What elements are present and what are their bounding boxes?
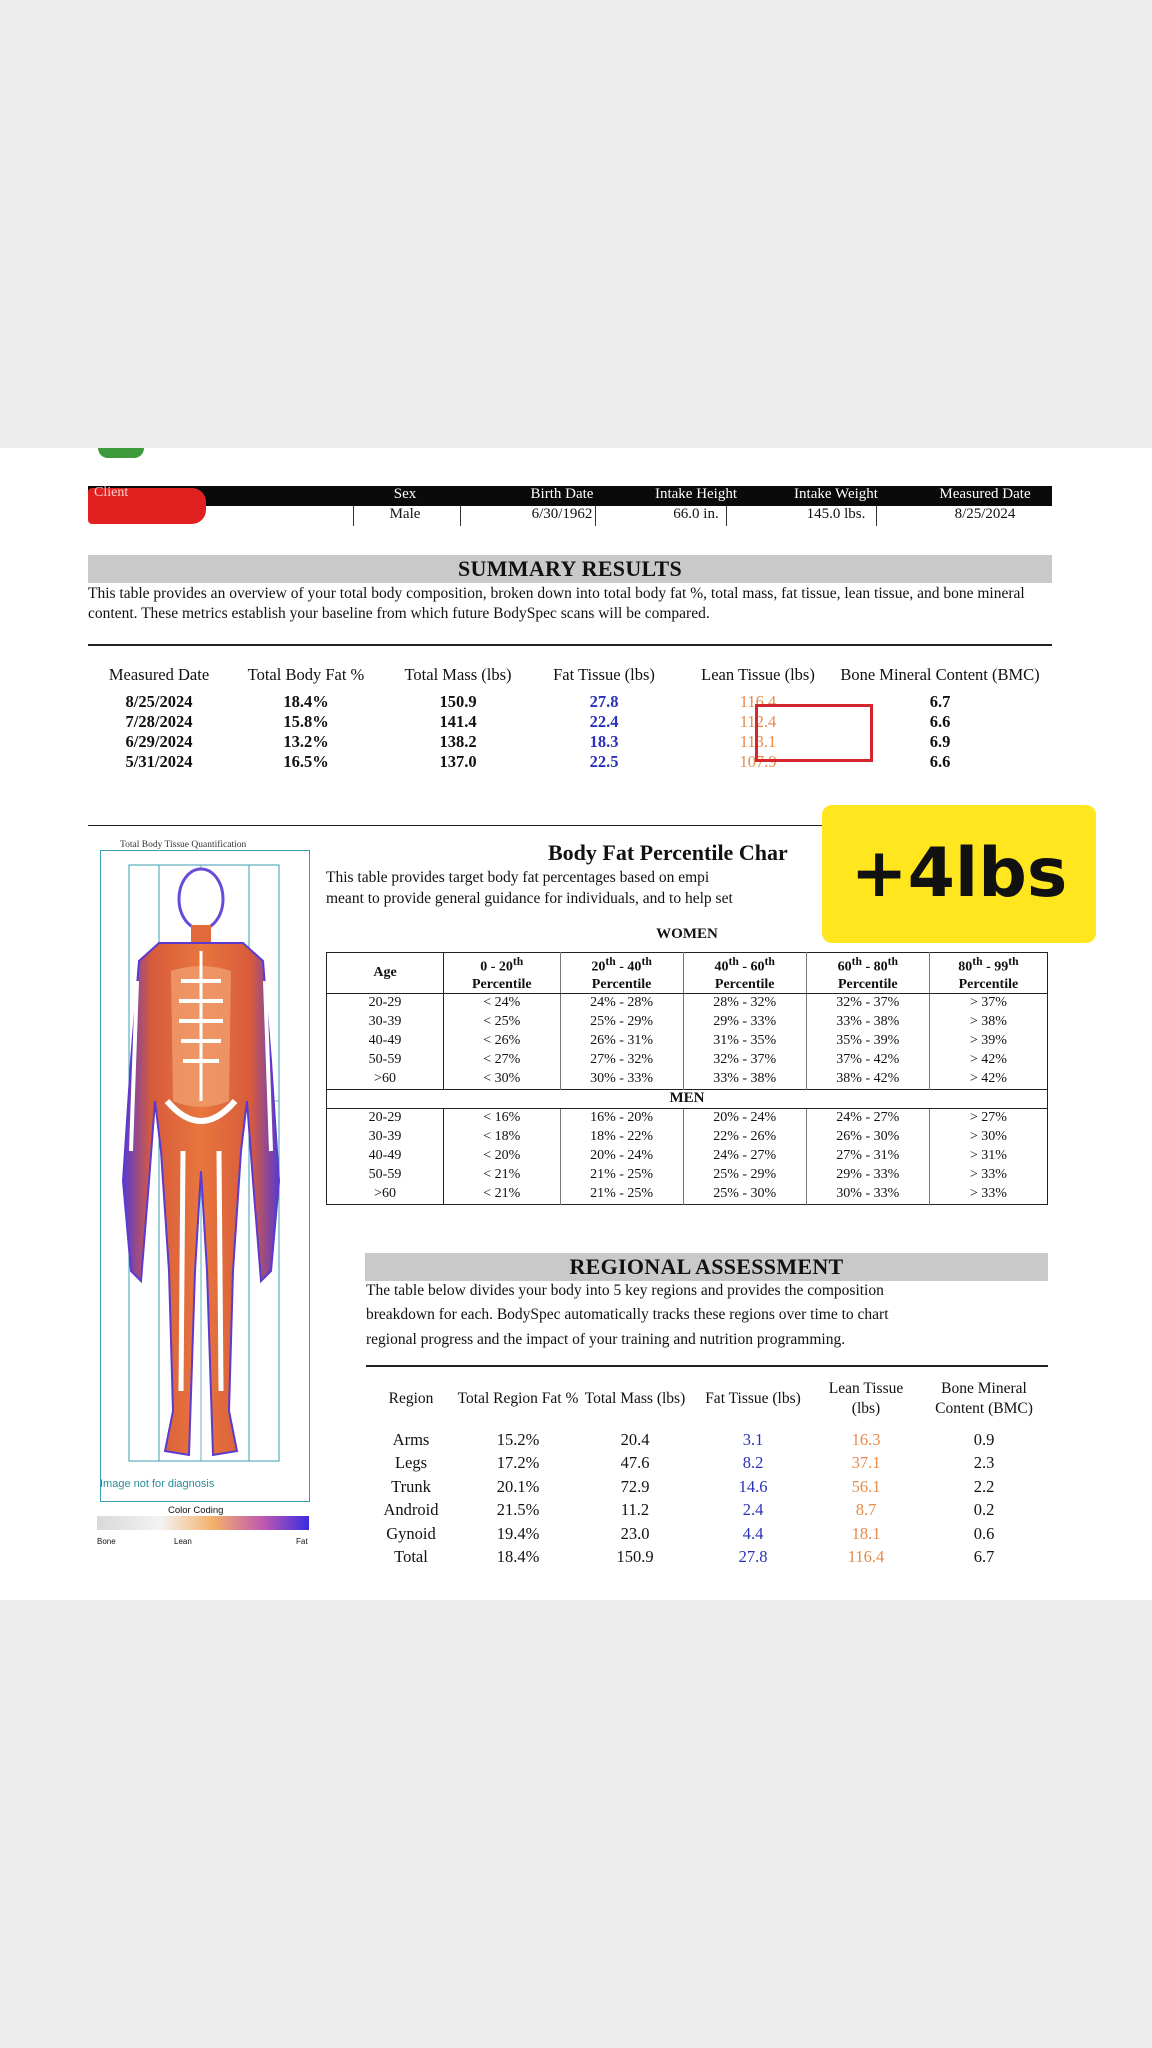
percentile-range-end: - 99 — [982, 959, 1009, 975]
highlight-box — [755, 704, 873, 762]
percentile-suffix: th — [512, 955, 524, 968]
regional-column-header: Bone Mineral Content (BMC) — [935, 1380, 1033, 1417]
percentile-cell: 33% - 38% — [683, 1070, 806, 1090]
header-value: 8/25/2024 — [954, 506, 1016, 522]
percentile-row — [327, 1166, 1048, 1185]
percentile-row — [327, 1070, 1048, 1090]
percentile-cell: 20% - 24% — [560, 1147, 683, 1166]
percentile-cell: 24% - 27% — [806, 1108, 929, 1128]
regional-cell: 0.9 — [973, 1429, 995, 1449]
regional-cell: 16.3 — [851, 1429, 881, 1449]
percentile-word: Percentile — [471, 976, 532, 992]
percentile-cell: < 27% — [444, 1051, 561, 1070]
summary-column-header: Bone Mineral Content (BMC) — [840, 665, 1040, 684]
percentile-description-1: This table provides target body fat percentages based on empi — [326, 869, 710, 886]
regional-cell: 18.4% — [496, 1547, 540, 1567]
percentile-cell: 25% - 30% — [683, 1185, 806, 1205]
percentile-cell: 40-49 — [327, 1147, 444, 1166]
regional-row — [366, 1452, 1052, 1476]
summary-cell: 8/25/2024 — [125, 692, 193, 711]
percentile-column-header — [806, 953, 929, 994]
percentile-suffix: th — [1008, 955, 1019, 968]
legend-bone: Bone — [97, 1537, 116, 1546]
percentile-cell: 28% - 32% — [683, 993, 806, 1013]
regional-cell: 21.5% — [496, 1500, 540, 1520]
summary-cell: 150.9 — [439, 692, 477, 711]
regional-cell: 150.9 — [616, 1547, 654, 1567]
percentile-cell: < 25% — [444, 1013, 561, 1032]
header-label: Measured Date — [939, 486, 1031, 502]
diagnosis-disclaimer: Image not for diagnosis — [100, 1478, 215, 1490]
header-separator — [460, 506, 461, 526]
percentile-word: Percentile — [837, 976, 898, 992]
summary-cell: 6.7 — [929, 692, 951, 711]
percentile-cell: 27% - 32% — [560, 1051, 683, 1070]
percentile-row — [327, 1147, 1048, 1166]
percentile-cell: > 27% — [969, 1110, 1007, 1126]
regional-cell: 116.4 — [847, 1547, 885, 1567]
regional-cell: 0.6 — [973, 1523, 995, 1543]
legend-lean: Lean — [174, 1537, 192, 1546]
regional-table — [366, 1370, 1052, 1569]
percentile-cell: 25% - 29% — [683, 1166, 806, 1185]
percentile-table — [326, 952, 1048, 1205]
header-label: Birth Date — [530, 486, 594, 502]
color-coding-bar — [97, 1516, 309, 1530]
summary-cell: 18.3 — [589, 732, 619, 751]
regional-row — [366, 1428, 1052, 1452]
summary-column-header: Total Mass (lbs) — [404, 665, 512, 684]
regional-title: REGIONAL ASSESSMENT — [569, 1254, 844, 1279]
percentile-row — [327, 1013, 1048, 1032]
summary-cell: 22.5 — [589, 752, 619, 771]
percentile-suffix: th — [605, 955, 616, 968]
header-label: Sex — [393, 486, 417, 502]
regional-cell: 2.4 — [742, 1500, 764, 1520]
regional-cell: 20.1% — [496, 1476, 540, 1496]
men-section-row — [327, 1089, 1048, 1108]
summary-cell: 6.6 — [929, 752, 951, 771]
percentile-cell: 27% - 31% — [806, 1147, 929, 1166]
summary-cell: 116.4 — [739, 692, 777, 711]
body-image-caption: Total Body Tissue Quantification — [120, 840, 247, 850]
regional-cell: 23.0 — [620, 1523, 650, 1543]
regional-cell: 56.1 — [851, 1476, 881, 1496]
men-label: MEN — [327, 1089, 1048, 1108]
regional-description-3: regional progress and the impact of your training and nutrition programming. — [366, 1331, 846, 1348]
percentile-range: 0 - 20 — [480, 959, 513, 975]
summary-table — [96, 658, 1046, 772]
percentile-cell: 31% - 35% — [683, 1032, 806, 1051]
logo-fragment — [98, 448, 144, 458]
summary-row — [96, 752, 1046, 772]
regional-cell: 2.3 — [973, 1453, 995, 1473]
percentile-cell: > 39% — [969, 1033, 1007, 1049]
percentile-cell: > 33% — [969, 1186, 1007, 1202]
percentile-cell: > 31% — [969, 1148, 1007, 1164]
percentile-cell: 29% - 33% — [806, 1166, 929, 1185]
percentile-row — [327, 993, 1048, 1013]
percentile-cell: > 33% — [969, 1167, 1007, 1183]
summary-cell: 22.4 — [589, 712, 619, 731]
percentile-cell: >60 — [327, 1185, 444, 1205]
percentile-cell: 16% - 20% — [560, 1108, 683, 1128]
percentile-cell: < 21% — [444, 1166, 561, 1185]
regional-cell: Total — [394, 1547, 428, 1567]
regional-cell: 8.2 — [742, 1453, 764, 1473]
percentile-suffix: th — [641, 955, 652, 968]
summary-cell: 27.8 — [589, 692, 619, 711]
percentile-cell: > 38% — [969, 1014, 1007, 1030]
percentile-word: Percentile — [591, 976, 652, 992]
percentile-cell: 22% - 26% — [683, 1128, 806, 1147]
percentile-cell: 26% - 31% — [560, 1032, 683, 1051]
percentile-range-end: - 40 — [615, 959, 642, 975]
percentile-cell: > 42% — [969, 1071, 1007, 1087]
summary-cell: 16.5% — [283, 752, 329, 771]
percentile-cell: 30% - 33% — [806, 1185, 929, 1205]
regional-cell: Arms — [392, 1429, 430, 1449]
regional-cell: 18.1 — [851, 1523, 881, 1543]
percentile-word: Percentile — [714, 976, 775, 992]
body-scan-image — [101, 851, 309, 1501]
regional-description-2: breakdown for each. BodySpec automatically tracks these regions over time to chart — [366, 1306, 889, 1323]
body-scan-panel — [100, 850, 310, 1502]
percentile-cell: 20-29 — [327, 993, 444, 1013]
regional-cell: 37.1 — [851, 1453, 881, 1473]
percentile-cell: > 37% — [969, 995, 1007, 1011]
percentile-range: 60 — [837, 959, 852, 975]
summary-cell: 107.9 — [739, 752, 777, 771]
weight-gain-callout: +4lbs — [822, 805, 1096, 943]
regional-column-header: Lean Tissue (lbs) — [828, 1380, 904, 1417]
percentile-cell: < 16% — [444, 1108, 561, 1128]
regional-cell: Android — [383, 1500, 439, 1520]
regional-column-header: Total Region Fat % — [457, 1390, 579, 1407]
regional-cell: 4.4 — [742, 1523, 764, 1543]
percentile-range-end: - 80 — [861, 959, 888, 975]
summary-cell: 7/28/2024 — [125, 712, 193, 731]
percentile-cell: 32% - 37% — [806, 993, 929, 1013]
percentile-cell: < 21% — [444, 1185, 561, 1205]
percentile-suffix: th — [972, 955, 983, 968]
regional-cell: 8.7 — [855, 1500, 877, 1520]
percentile-title: Body Fat Percentile Char — [548, 840, 788, 865]
percentile-range: 40 — [714, 959, 729, 975]
regional-cell: 47.6 — [620, 1453, 650, 1473]
percentile-cell: < 26% — [444, 1032, 561, 1051]
header-separator — [876, 506, 877, 526]
summary-column-header: Lean Tissue (lbs) — [701, 665, 815, 684]
summary-cell: 141.4 — [439, 712, 477, 731]
summary-description: This table provides an overview of your total body composition, broken down into total body fat %, total mass, fat tissue, lean tissue, and bone mineral content. These metrics establish your baseline from which future BodySpec scans will be compared. — [88, 585, 1025, 622]
summary-cell: 18.4% — [283, 692, 329, 711]
percentile-cell: < 18% — [444, 1128, 561, 1147]
report-page — [0, 448, 1152, 1600]
summary-cell: 138.2 — [439, 732, 477, 751]
percentile-column-header — [560, 953, 683, 994]
percentile-suffix: th — [764, 955, 775, 968]
percentile-row — [327, 1108, 1048, 1128]
age-header: Age — [327, 953, 444, 994]
header-separator — [726, 506, 727, 526]
percentile-cell: < 20% — [444, 1147, 561, 1166]
percentile-cell: > 30% — [969, 1129, 1007, 1145]
percentile-column-header — [683, 953, 806, 994]
percentile-column-header — [929, 953, 1047, 994]
percentile-cell: 26% - 30% — [806, 1128, 929, 1147]
percentile-cell: < 30% — [444, 1070, 561, 1090]
regional-cell: 27.8 — [738, 1547, 768, 1567]
summary-cell: 6/29/2024 — [125, 732, 193, 751]
header-separator — [595, 506, 596, 526]
percentile-range: 20 — [591, 959, 606, 975]
percentile-suffix: th — [887, 955, 898, 968]
regional-column-header: Fat Tissue (lbs) — [705, 1390, 801, 1407]
summary-cell: 13.2% — [283, 732, 329, 751]
summary-row — [96, 712, 1046, 732]
percentile-cell: 25% - 29% — [560, 1013, 683, 1032]
header-value: 145.0 lbs. — [806, 506, 866, 522]
summary-rule — [88, 644, 1052, 646]
regional-cell: 3.1 — [742, 1429, 764, 1449]
percentile-cell: 40-49 — [327, 1032, 444, 1051]
percentile-cell: 30% - 33% — [560, 1070, 683, 1090]
percentile-cell: 18% - 22% — [560, 1128, 683, 1147]
regional-cell: Trunk — [391, 1476, 431, 1496]
header-label: Intake Height — [654, 486, 738, 502]
summary-title: SUMMARY RESULTS — [458, 556, 682, 581]
regional-column-header: Region — [388, 1390, 434, 1407]
percentile-cell: < 24% — [444, 993, 561, 1013]
regional-cell: 11.2 — [620, 1500, 650, 1520]
regional-rule — [366, 1365, 1048, 1367]
percentile-cell: > 42% — [969, 1052, 1007, 1068]
percentile-cell: 20-29 — [327, 1108, 444, 1128]
percentile-column-header — [444, 953, 561, 994]
client-label: Client — [94, 485, 129, 500]
percentile-cell: 20% - 24% — [683, 1108, 806, 1128]
summary-row — [96, 732, 1046, 752]
regional-cell: 72.9 — [620, 1476, 650, 1496]
percentile-range-end: - 60 — [738, 959, 765, 975]
percentile-row — [327, 1128, 1048, 1147]
summary-cell: 112.4 — [739, 712, 777, 731]
percentile-row — [327, 1032, 1048, 1051]
regional-cell: 2.2 — [973, 1476, 995, 1496]
summary-column-header: Fat Tissue (lbs) — [553, 665, 655, 684]
header-value: Male — [389, 506, 421, 522]
regional-cell: 19.4% — [496, 1523, 540, 1543]
regional-cell: 20.4 — [620, 1429, 650, 1449]
percentile-suffix: th — [851, 955, 862, 968]
summary-cell: 113.1 — [739, 732, 777, 751]
header-value: 6/30/1962 — [531, 506, 593, 522]
summary-column-header: Total Body Fat % — [247, 665, 365, 684]
percentile-cell: 30-39 — [327, 1128, 444, 1147]
regional-cell: 0.2 — [973, 1500, 995, 1520]
summary-cell: 6.9 — [929, 732, 951, 751]
percentile-cell: 37% - 42% — [806, 1051, 929, 1070]
percentile-cell: 38% - 42% — [806, 1070, 929, 1090]
percentile-cell: 35% - 39% — [806, 1032, 929, 1051]
summary-cell: 137.0 — [439, 752, 477, 771]
percentile-description-2: meant to provide general guidance for individuals, and to help set — [326, 890, 733, 907]
women-label: WOMEN — [656, 926, 718, 942]
regional-row — [366, 1522, 1052, 1546]
regional-row — [366, 1546, 1052, 1570]
regional-cell: 14.6 — [738, 1476, 768, 1496]
percentile-row — [327, 1185, 1048, 1205]
percentile-cell: 24% - 28% — [560, 993, 683, 1013]
percentile-range: 80 — [958, 959, 973, 975]
color-coding-label: Color Coding — [168, 1505, 224, 1516]
percentile-cell: 21% - 25% — [560, 1185, 683, 1205]
percentile-word: Percentile — [958, 976, 1019, 992]
regional-cell: 15.2% — [496, 1429, 540, 1449]
legend-fat: Fat — [296, 1537, 308, 1546]
percentile-cell: 32% - 37% — [683, 1051, 806, 1070]
percentile-cell: 33% - 38% — [806, 1013, 929, 1032]
summary-cell: 5/31/2024 — [125, 752, 193, 771]
percentile-cell: 21% - 25% — [560, 1166, 683, 1185]
percentile-row — [327, 1051, 1048, 1070]
percentile-suffix: th — [728, 955, 739, 968]
regional-description-1: The table below divides your body into 5 key regions and provides the composition — [366, 1282, 884, 1299]
regional-cell: 6.7 — [973, 1547, 995, 1567]
regional-cell: Gynoid — [386, 1523, 436, 1543]
header-value: 66.0 in. — [673, 506, 719, 522]
percentile-cell: 29% - 33% — [683, 1013, 806, 1032]
regional-column-header: Total Mass (lbs) — [584, 1390, 686, 1407]
percentile-cell: 30-39 — [327, 1013, 444, 1032]
header-label: Intake Weight — [794, 486, 878, 502]
percentile-cell: 50-59 — [327, 1051, 444, 1070]
summary-column-header: Measured Date — [108, 665, 210, 684]
summary-cell: 6.6 — [929, 712, 951, 731]
regional-row — [366, 1499, 1052, 1523]
summary-cell: 15.8% — [283, 712, 329, 731]
regional-cell: Legs — [394, 1453, 428, 1473]
header-separator — [353, 506, 354, 526]
summary-row — [96, 692, 1046, 712]
percentile-cell: >60 — [327, 1070, 444, 1090]
percentile-cell: 50-59 — [327, 1166, 444, 1185]
regional-cell: 17.2% — [496, 1453, 540, 1473]
regional-row — [366, 1475, 1052, 1499]
percentile-cell: 24% - 27% — [683, 1147, 806, 1166]
